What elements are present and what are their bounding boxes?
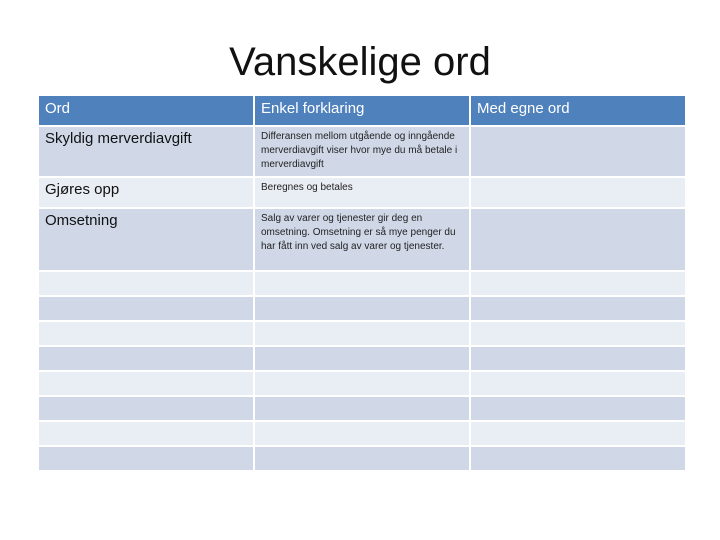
explanation-cell: Differansen mellom utgående og inngående merverdiavgift viser hvor mye du må betale i merverdiavgift [254, 126, 470, 177]
empty-cell[interactable] [38, 396, 254, 421]
header-own-words: Med egne ord [470, 95, 686, 126]
empty-cell[interactable] [38, 421, 254, 446]
empty-table-row [38, 296, 686, 321]
empty-cell[interactable] [470, 446, 686, 471]
empty-cell[interactable] [38, 271, 254, 296]
empty-cell[interactable] [470, 271, 686, 296]
own-words-cell[interactable] [470, 208, 686, 271]
empty-cell[interactable] [470, 346, 686, 371]
empty-cell[interactable] [254, 296, 470, 321]
table-row [38, 177, 686, 208]
slide-title: Vanskelige ord [229, 40, 491, 84]
word-cell: Gjøres opp [38, 177, 254, 208]
table-header-row [38, 95, 686, 126]
empty-cell[interactable] [38, 371, 254, 396]
header-simple-explanation: Enkel forklaring [254, 95, 470, 126]
header-word: Ord [38, 95, 254, 126]
empty-cell[interactable] [38, 446, 254, 471]
empty-table-row [38, 421, 686, 446]
own-words-cell[interactable] [470, 126, 686, 177]
table-row [38, 126, 686, 177]
empty-cell[interactable] [254, 396, 470, 421]
empty-cell[interactable] [254, 446, 470, 471]
word-cell: Skyldig merverdiavgift [38, 126, 254, 177]
empty-cell[interactable] [254, 346, 470, 371]
empty-cell[interactable] [470, 396, 686, 421]
empty-cell[interactable] [470, 421, 686, 446]
empty-cell[interactable] [38, 346, 254, 371]
empty-table-row [38, 446, 686, 471]
empty-cell[interactable] [470, 371, 686, 396]
empty-cell[interactable] [38, 321, 254, 346]
vocabulary-table [37, 94, 687, 472]
empty-cell[interactable] [470, 321, 686, 346]
own-words-cell[interactable] [470, 177, 686, 208]
empty-cell[interactable] [254, 271, 470, 296]
empty-cell[interactable] [254, 371, 470, 396]
empty-table-row [38, 396, 686, 421]
table-row [38, 208, 686, 271]
empty-table-row [38, 271, 686, 296]
empty-cell[interactable] [254, 421, 470, 446]
explanation-cell: Beregnes og betales [254, 177, 470, 208]
empty-table-row [38, 371, 686, 396]
empty-cell[interactable] [254, 321, 470, 346]
empty-table-row [38, 321, 686, 346]
empty-cell[interactable] [470, 296, 686, 321]
empty-table-row [38, 346, 686, 371]
empty-cell[interactable] [38, 296, 254, 321]
explanation-cell: Salg av varer og tjenester gir deg en omsetning. Omsetning er så mye penger du har fått inn ved salg av varer og tjenester. [254, 208, 470, 271]
word-cell: Omsetning [38, 208, 254, 271]
